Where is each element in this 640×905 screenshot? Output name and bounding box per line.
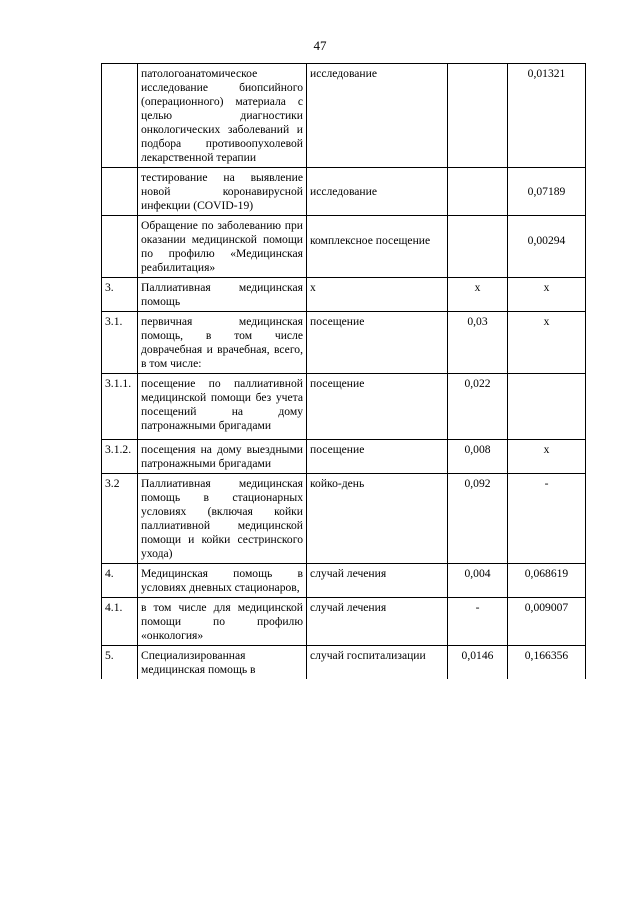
row-unit: посещение — [307, 374, 448, 440]
row-unit: случай лечения — [307, 598, 448, 646]
row-volume: х — [448, 278, 508, 312]
table-row — [102, 474, 586, 564]
row-cost: х — [508, 312, 586, 374]
row-volume — [448, 168, 508, 216]
row-volume: 0,004 — [448, 564, 508, 598]
table-row — [102, 598, 586, 646]
row-description: Медицинская помощь в условиях дневных стационаров, — [138, 564, 307, 598]
row-volume: 0,03 — [448, 312, 508, 374]
row-description: Специализированная медицинская помощь в — [138, 646, 307, 680]
table-row — [102, 564, 586, 598]
row-unit: посещение — [307, 312, 448, 374]
row-description: патологоанатомическое исследование биопсийного (операционного) материала с целью диагностики онкологических заболеваний и подбора противоопухолевой лекарственной терапии — [138, 64, 307, 168]
table-row — [102, 64, 586, 168]
row-cost: - — [508, 474, 586, 564]
row-cost: 0,068619 — [508, 564, 586, 598]
table-row — [102, 374, 586, 440]
row-cost: 0,00294 — [508, 216, 586, 278]
norms-table — [101, 63, 586, 679]
row-cost: 0,166356 — [508, 646, 586, 680]
row-description: посещение по паллиативной медицинской помощи без учета посещений на дому патронажными бригадами — [138, 374, 307, 440]
row-cost: х — [508, 440, 586, 474]
row-description: в том числе для медицинской помощи по профилю «онкология» — [138, 598, 307, 646]
table-row — [102, 216, 586, 278]
row-volume: - — [448, 598, 508, 646]
row-unit: х — [307, 278, 448, 312]
row-volume: 0,092 — [448, 474, 508, 564]
row-description: Паллиативная медицинская помощь — [138, 278, 307, 312]
row-volume: 0,008 — [448, 440, 508, 474]
row-number: 3.1.2. — [102, 440, 138, 474]
row-number — [102, 168, 138, 216]
row-unit: случай госпитализации — [307, 646, 448, 680]
row-number: 3. — [102, 278, 138, 312]
row-unit: исследование — [307, 64, 448, 168]
row-volume — [448, 64, 508, 168]
row-number: 3.1. — [102, 312, 138, 374]
row-description: посещения на дому выездными патронажными бригадами — [138, 440, 307, 474]
row-description: первичная медицинская помощь, в том числе доврачебная и врачебная, всего, в том числе: — [138, 312, 307, 374]
row-volume: 0,0146 — [448, 646, 508, 680]
row-number: 3.1.1. — [102, 374, 138, 440]
row-number: 4.1. — [102, 598, 138, 646]
row-volume — [448, 216, 508, 278]
row-cost: х — [508, 278, 586, 312]
row-number — [102, 64, 138, 168]
row-unit: комплексное посещение — [307, 216, 448, 278]
page-number: 47 — [313, 38, 327, 53]
row-number: 4. — [102, 564, 138, 598]
table-row — [102, 646, 586, 680]
row-description: Обращение по заболеванию при оказании медицинской помощи по профилю «Медицинская реабилитация» — [138, 216, 307, 278]
row-description: тестирование на выявление новой коронавирусной инфекции (COVID-19) — [138, 168, 307, 216]
table-row — [102, 440, 586, 474]
row-unit: посещение — [307, 440, 448, 474]
row-cost: 0,07189 — [508, 168, 586, 216]
row-number — [102, 216, 138, 278]
row-volume: 0,022 — [448, 374, 508, 440]
table-row — [102, 312, 586, 374]
row-cost — [508, 374, 586, 440]
row-description: Паллиативная медицинская помощь в стационарных условиях (включая койки паллиативной медицинской помощи и койки сестринского ухода) — [138, 474, 307, 564]
row-number: 5. — [102, 646, 138, 680]
row-unit: койко-день — [307, 474, 448, 564]
row-cost: 0,01321 — [508, 64, 586, 168]
row-number: 3.2 — [102, 474, 138, 564]
table-row — [102, 278, 586, 312]
row-unit: случай лечения — [307, 564, 448, 598]
table-row — [102, 168, 586, 216]
row-cost: 0,009007 — [508, 598, 586, 646]
row-unit: исследование — [307, 168, 448, 216]
